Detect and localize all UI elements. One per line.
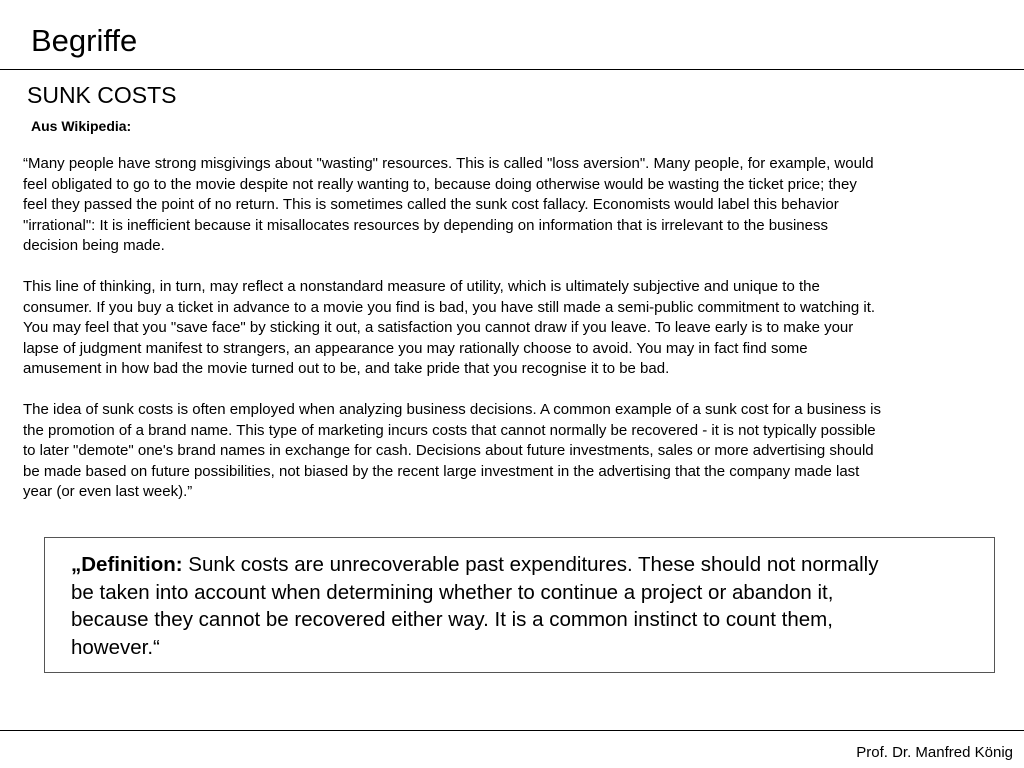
source-label: Aus Wikipedia: bbox=[31, 118, 132, 134]
quote-line: The idea of sunk costs is often employed when analyzing business decisions. A common example of a sunk cost for a business is bbox=[23, 401, 881, 418]
footer-divider bbox=[0, 730, 1024, 731]
quote-line: "irrational": It is inefficient because it misallocates resources by depending on information that is irrelevant to the business bbox=[23, 216, 828, 234]
quote-line: the promotion of a brand name. This type of marketing incurs costs that cannot normally be recovered - it is not typically possible bbox=[23, 421, 876, 439]
definition-line bbox=[71, 551, 878, 579]
definition-open-quote: „ bbox=[71, 553, 82, 576]
definition-body: Sunk costs are unrecoverable past expenditures. These should not normally bbox=[182, 553, 879, 576]
slide-title: Begriffe bbox=[31, 23, 138, 58]
definition-box bbox=[44, 537, 995, 673]
quote-line: This line of thinking, in turn, may reflect a nonstandard measure of utility, which is ultimately subjective and unique to the bbox=[23, 278, 820, 295]
definition-text bbox=[71, 551, 878, 661]
quote-paragraph-1 bbox=[23, 154, 1013, 257]
quote-paragraph-2 bbox=[23, 277, 1013, 380]
quote-line: consumer. If you buy a ticket in advance to a movie you find is bad, you have still made a semi-public commitment to watching it. bbox=[23, 298, 876, 316]
quote-line: feel obligated to go to the movie despite not really wanting to, because doing otherwise would be wasting the ticket price; they bbox=[23, 175, 857, 193]
title-divider bbox=[0, 69, 1024, 70]
quote-line: lapse of judgment manifest to strangers, an appearance you may rationally choose to avoid. You may in fact find some bbox=[23, 339, 808, 357]
wikipedia-quote bbox=[23, 154, 1013, 503]
definition-label: Definition: bbox=[81, 553, 183, 576]
quote-line: decision being made. bbox=[23, 237, 165, 254]
quote-line: “Many people have strong misgivings about "wasting" resources. This is called "loss aversion". Many people, for example, would bbox=[23, 155, 874, 172]
definition-line: however.“ bbox=[71, 635, 160, 659]
quote-line: You may feel that you "save face" by sticking it out, a satisfaction you cannot draw if you leave. To leave early is to make your bbox=[23, 319, 854, 336]
quote-line: be made based on future possibilities, not biased by the recent large investment in the advertising that the company made last bbox=[23, 462, 860, 480]
definition-line: be taken into account when determining whether to continue a project or abandon it, bbox=[71, 580, 834, 604]
quote-line: year (or even last week).” bbox=[23, 483, 193, 500]
definition-line: because they cannot be recovered either way. It is a common instinct to count them, bbox=[71, 608, 833, 631]
quote-line: to later "demote" one's brand names in exchange for cash. Decisions about future investments, sales or more advertising should bbox=[23, 442, 874, 459]
author-footer: Prof. Dr. Manfred König bbox=[856, 744, 1013, 761]
quote-line: amusement in how bad the movie turned out to be, and take pride that you recognise it to be bad. bbox=[23, 360, 670, 377]
quote-line: feel they passed the point of no return. This is sometimes called the sunk cost fallacy. Economists would label this behavior bbox=[23, 196, 839, 213]
quote-paragraph-3 bbox=[23, 400, 1013, 503]
slide-subtitle: SUNK COSTS bbox=[27, 82, 177, 108]
